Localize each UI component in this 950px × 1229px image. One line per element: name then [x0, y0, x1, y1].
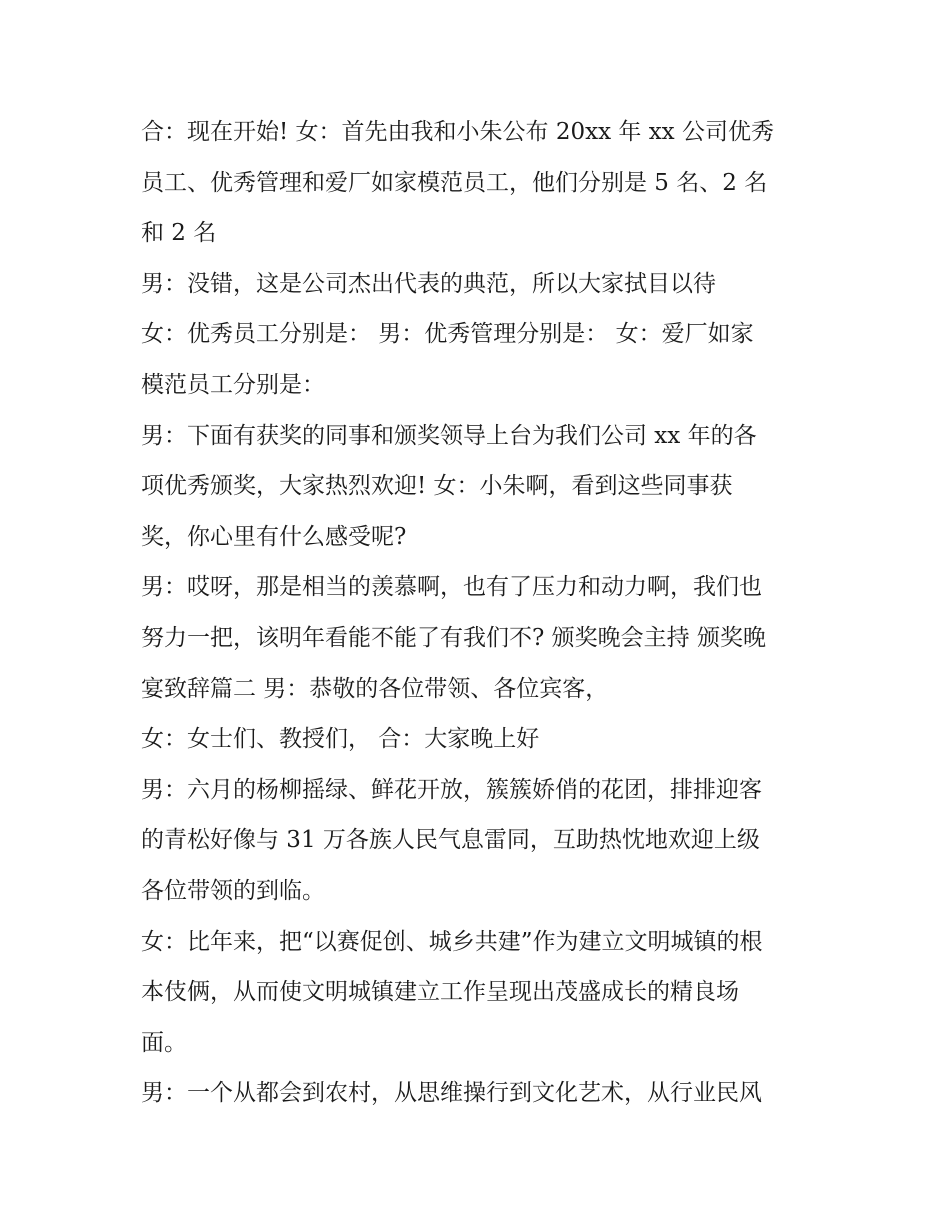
- text-line: 女：女士们、教授们， 合：大家晚上好: [141, 726, 540, 753]
- text-line: 项优秀颁奖，大家热烈欢迎! 女：小朱啊，看到这些同事获: [141, 473, 733, 500]
- text-line: 面。: [141, 1029, 187, 1056]
- text-line: 男：六月的杨柳摇绿、鲜花开放，簇簇娇俏的花团，排排迎客: [141, 776, 762, 803]
- text-line: 模范员工分别是：: [141, 371, 325, 398]
- text-line: 各位带领的到临。: [141, 877, 325, 904]
- text-line: 本伎俩，从而使文明城镇建立工作呈现出茂盛成长的精良场: [141, 979, 739, 1006]
- document-body: [141, 107, 813, 1119]
- text-line: 和 2 名: [141, 220, 217, 247]
- text-line: 男：哎呀，那是相当的羡慕啊，也有了压力和动力啊，我们也: [141, 574, 762, 601]
- text-line: 女：比年来，把“以赛促创、城乡共建”作为建立文明城镇的根: [141, 928, 763, 955]
- text-line: 合：现在开始! 女：首先由我和小朱公布 20xx 年 xx 公司优秀: [141, 119, 774, 145]
- text-line: 宴致辞篇二 男：恭敬的各位带领、各位宾客，: [141, 675, 609, 702]
- text-line: 的青松好像与 31 万各族人民气息雷同，互助热忱地欢迎上级: [141, 827, 760, 854]
- text-line: 奖，你心里有什么感受呢?: [141, 523, 407, 550]
- text-line: 男：一个从都会到农村，从思维操行到文化艺术，从行业民风: [141, 1080, 762, 1107]
- text-line: 男：下面有获奖的同事和颁奖领导上台为我们公司 xx 年的各: [141, 422, 757, 449]
- text-line: 男：没错，这是公司杰出代表的典范，所以大家拭目以待: [141, 270, 716, 297]
- text-line: 女：优秀员工分别是： 男：优秀管理分别是： 女：爱厂如家: [141, 321, 754, 348]
- text-line: 员工、优秀管理和爱厂如家模范员工，他们分别是 5 名、2 名: [141, 169, 768, 196]
- text-line: 努力一把，该明年看能不能了有我们不? 颁奖晚会主持 颁奖晚: [141, 624, 766, 651]
